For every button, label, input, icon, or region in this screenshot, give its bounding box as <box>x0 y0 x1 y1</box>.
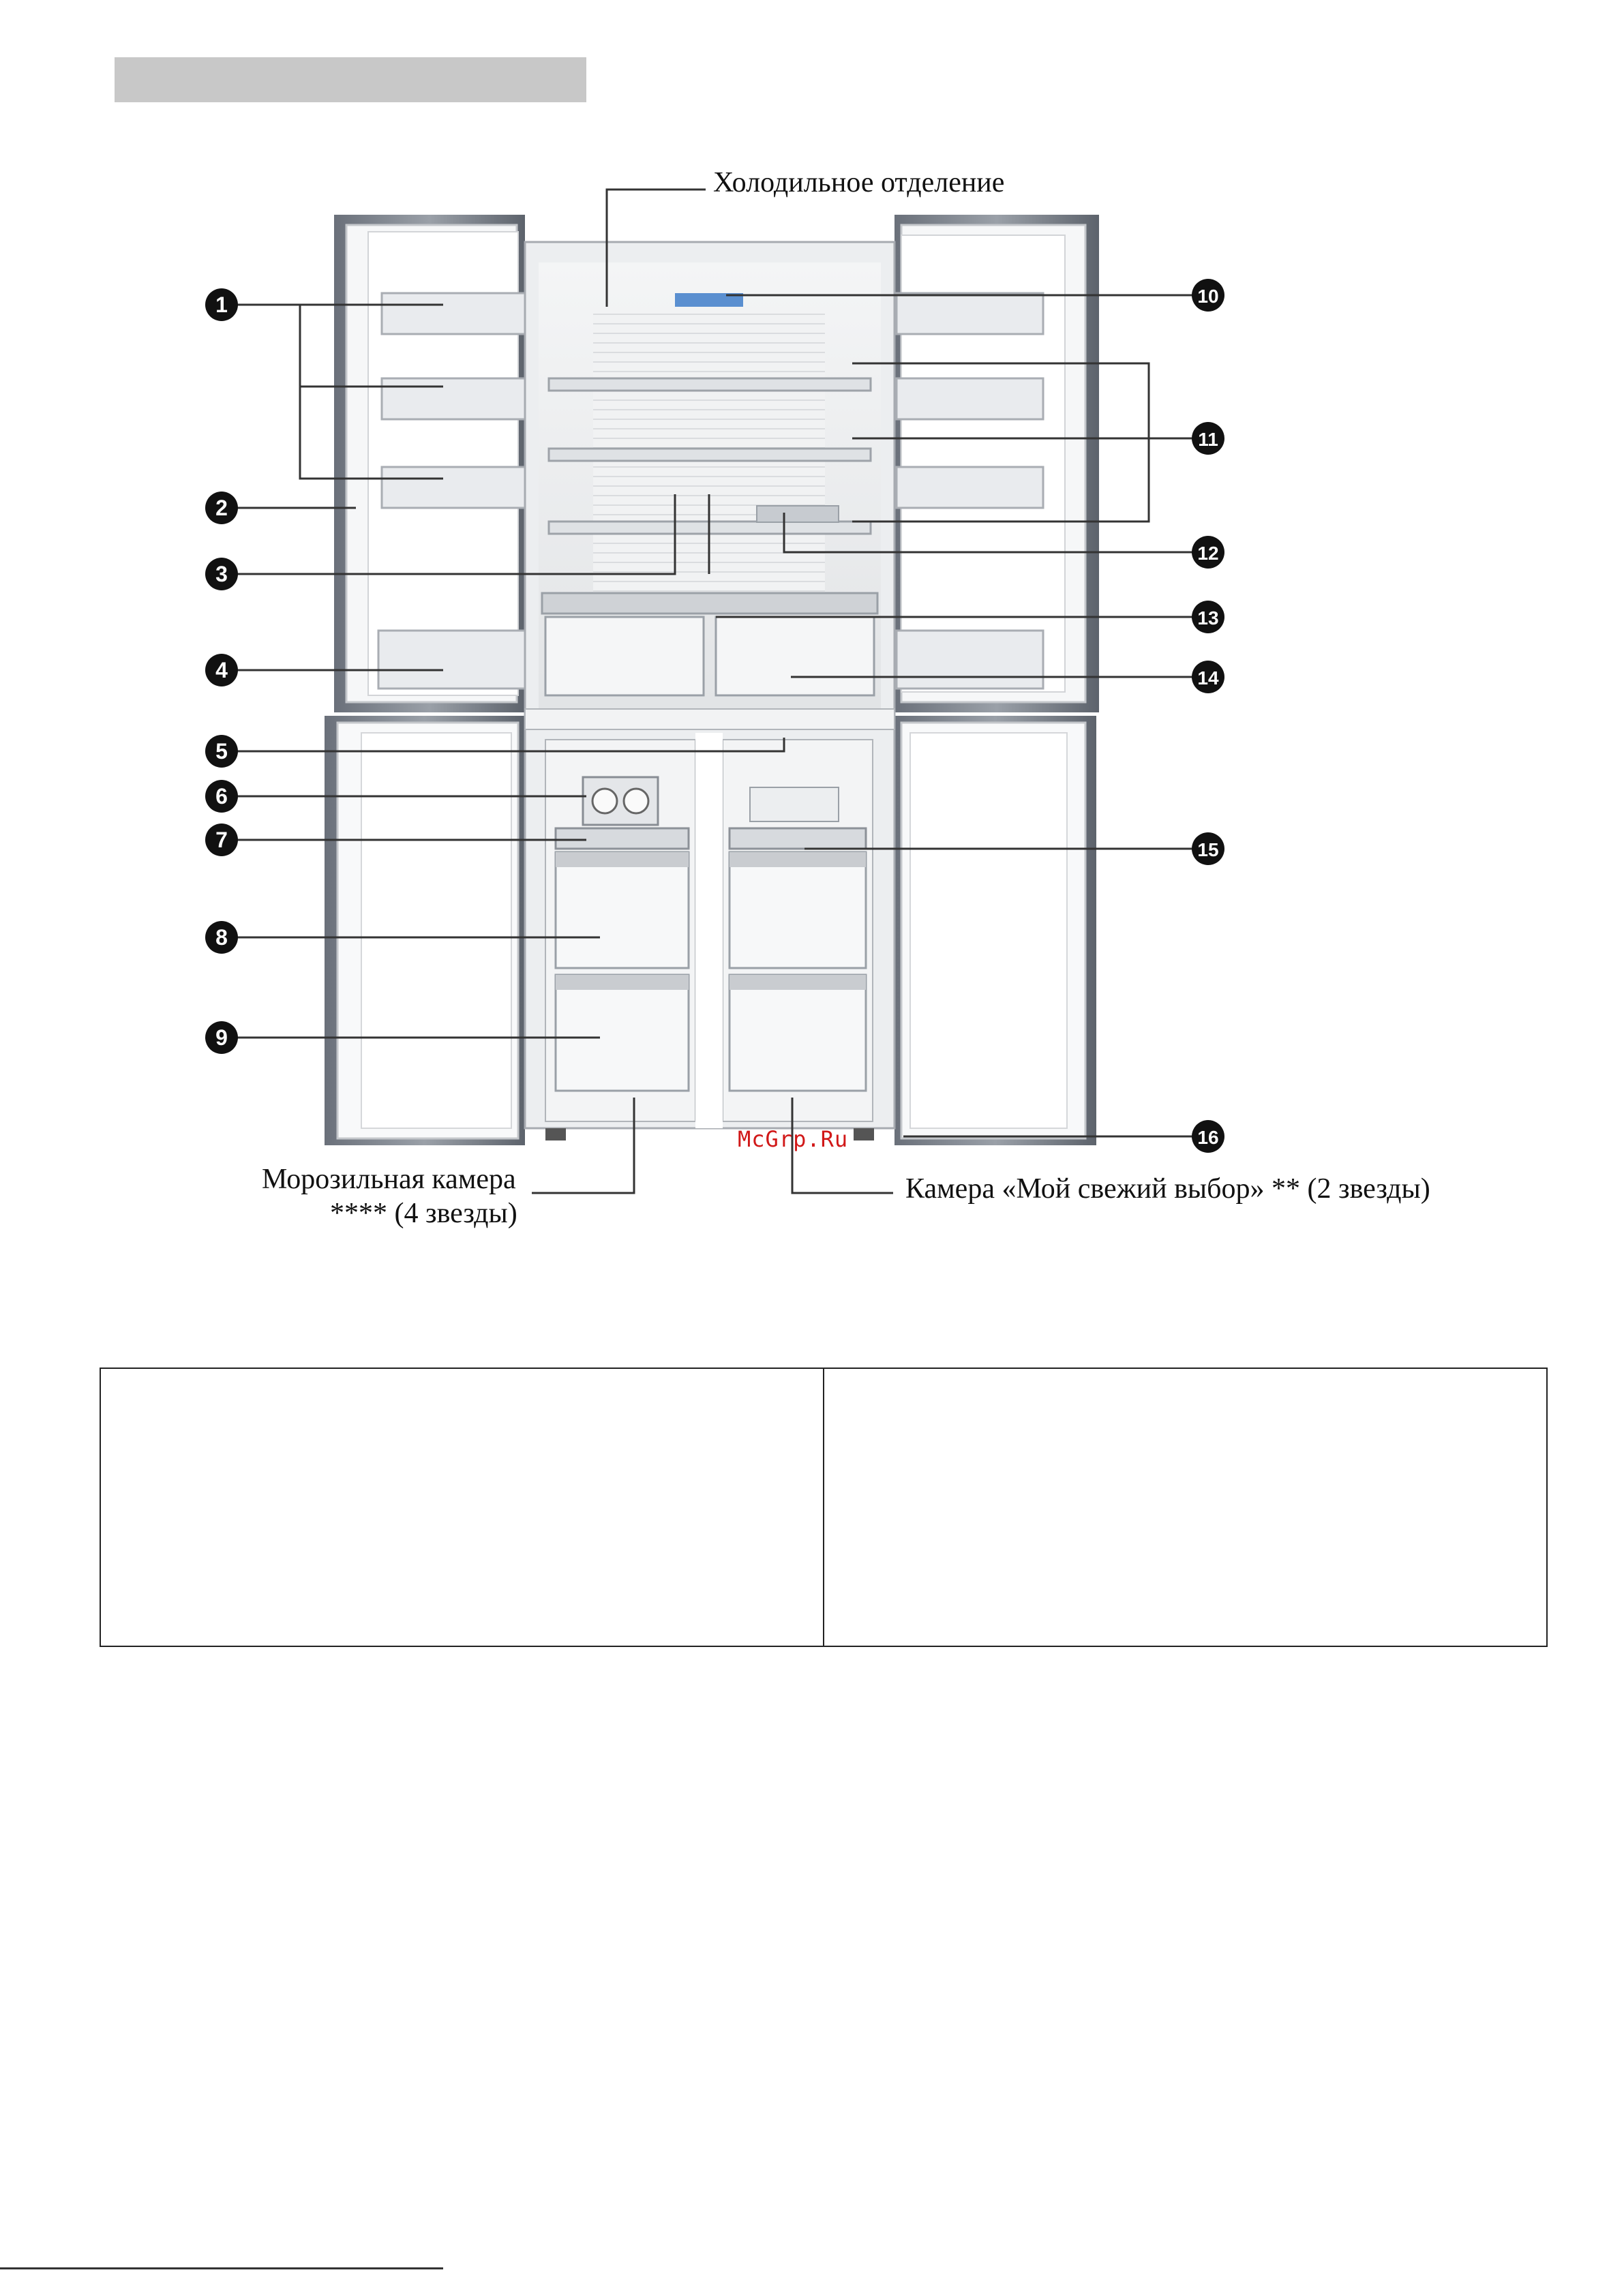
callout-number-1: 1 <box>215 292 228 317</box>
right-upper-door <box>894 215 1099 712</box>
info-table-right-cell <box>823 1369 1546 1646</box>
callout-number-13: 13 <box>1197 607 1219 629</box>
callout-number-3: 3 <box>215 562 228 586</box>
label-freezer-line2: **** (4 звезды) <box>330 1198 517 1229</box>
label-freezer-line1: Морозильная камера <box>262 1164 516 1195</box>
callout-number-6: 6 <box>215 784 228 809</box>
label-fridge-compartment: Холодильное отделение <box>713 167 1005 198</box>
left-upper-door <box>334 215 525 712</box>
info-table-left-cell <box>101 1369 823 1646</box>
callout-number-7: 7 <box>215 828 228 852</box>
callout-number-2: 2 <box>215 496 228 520</box>
callout-number-5: 5 <box>215 739 228 764</box>
callout-number-12: 12 <box>1197 543 1219 564</box>
callout-number-15: 15 <box>1197 839 1219 860</box>
callout-number-8: 8 <box>215 925 228 950</box>
label-fresh-choice: Камера «Мой свежий выбор» ** (2 звезды) <box>905 1173 1430 1205</box>
watermark: McGrp.Ru <box>738 1126 849 1152</box>
right-lower-door <box>894 716 1096 1145</box>
bottom-rule <box>0 2267 443 2269</box>
left-lower-door <box>325 716 525 1145</box>
callout-number-4: 4 <box>215 658 228 682</box>
callout-number-11: 11 <box>1198 429 1218 450</box>
callout-number-10: 10 <box>1197 286 1219 307</box>
callout-number-16: 16 <box>1197 1127 1219 1148</box>
callout-number-14: 14 <box>1197 667 1219 689</box>
callout-number-9: 9 <box>215 1025 228 1050</box>
cabinet-body <box>525 242 894 1141</box>
info-table <box>100 1368 1548 1647</box>
